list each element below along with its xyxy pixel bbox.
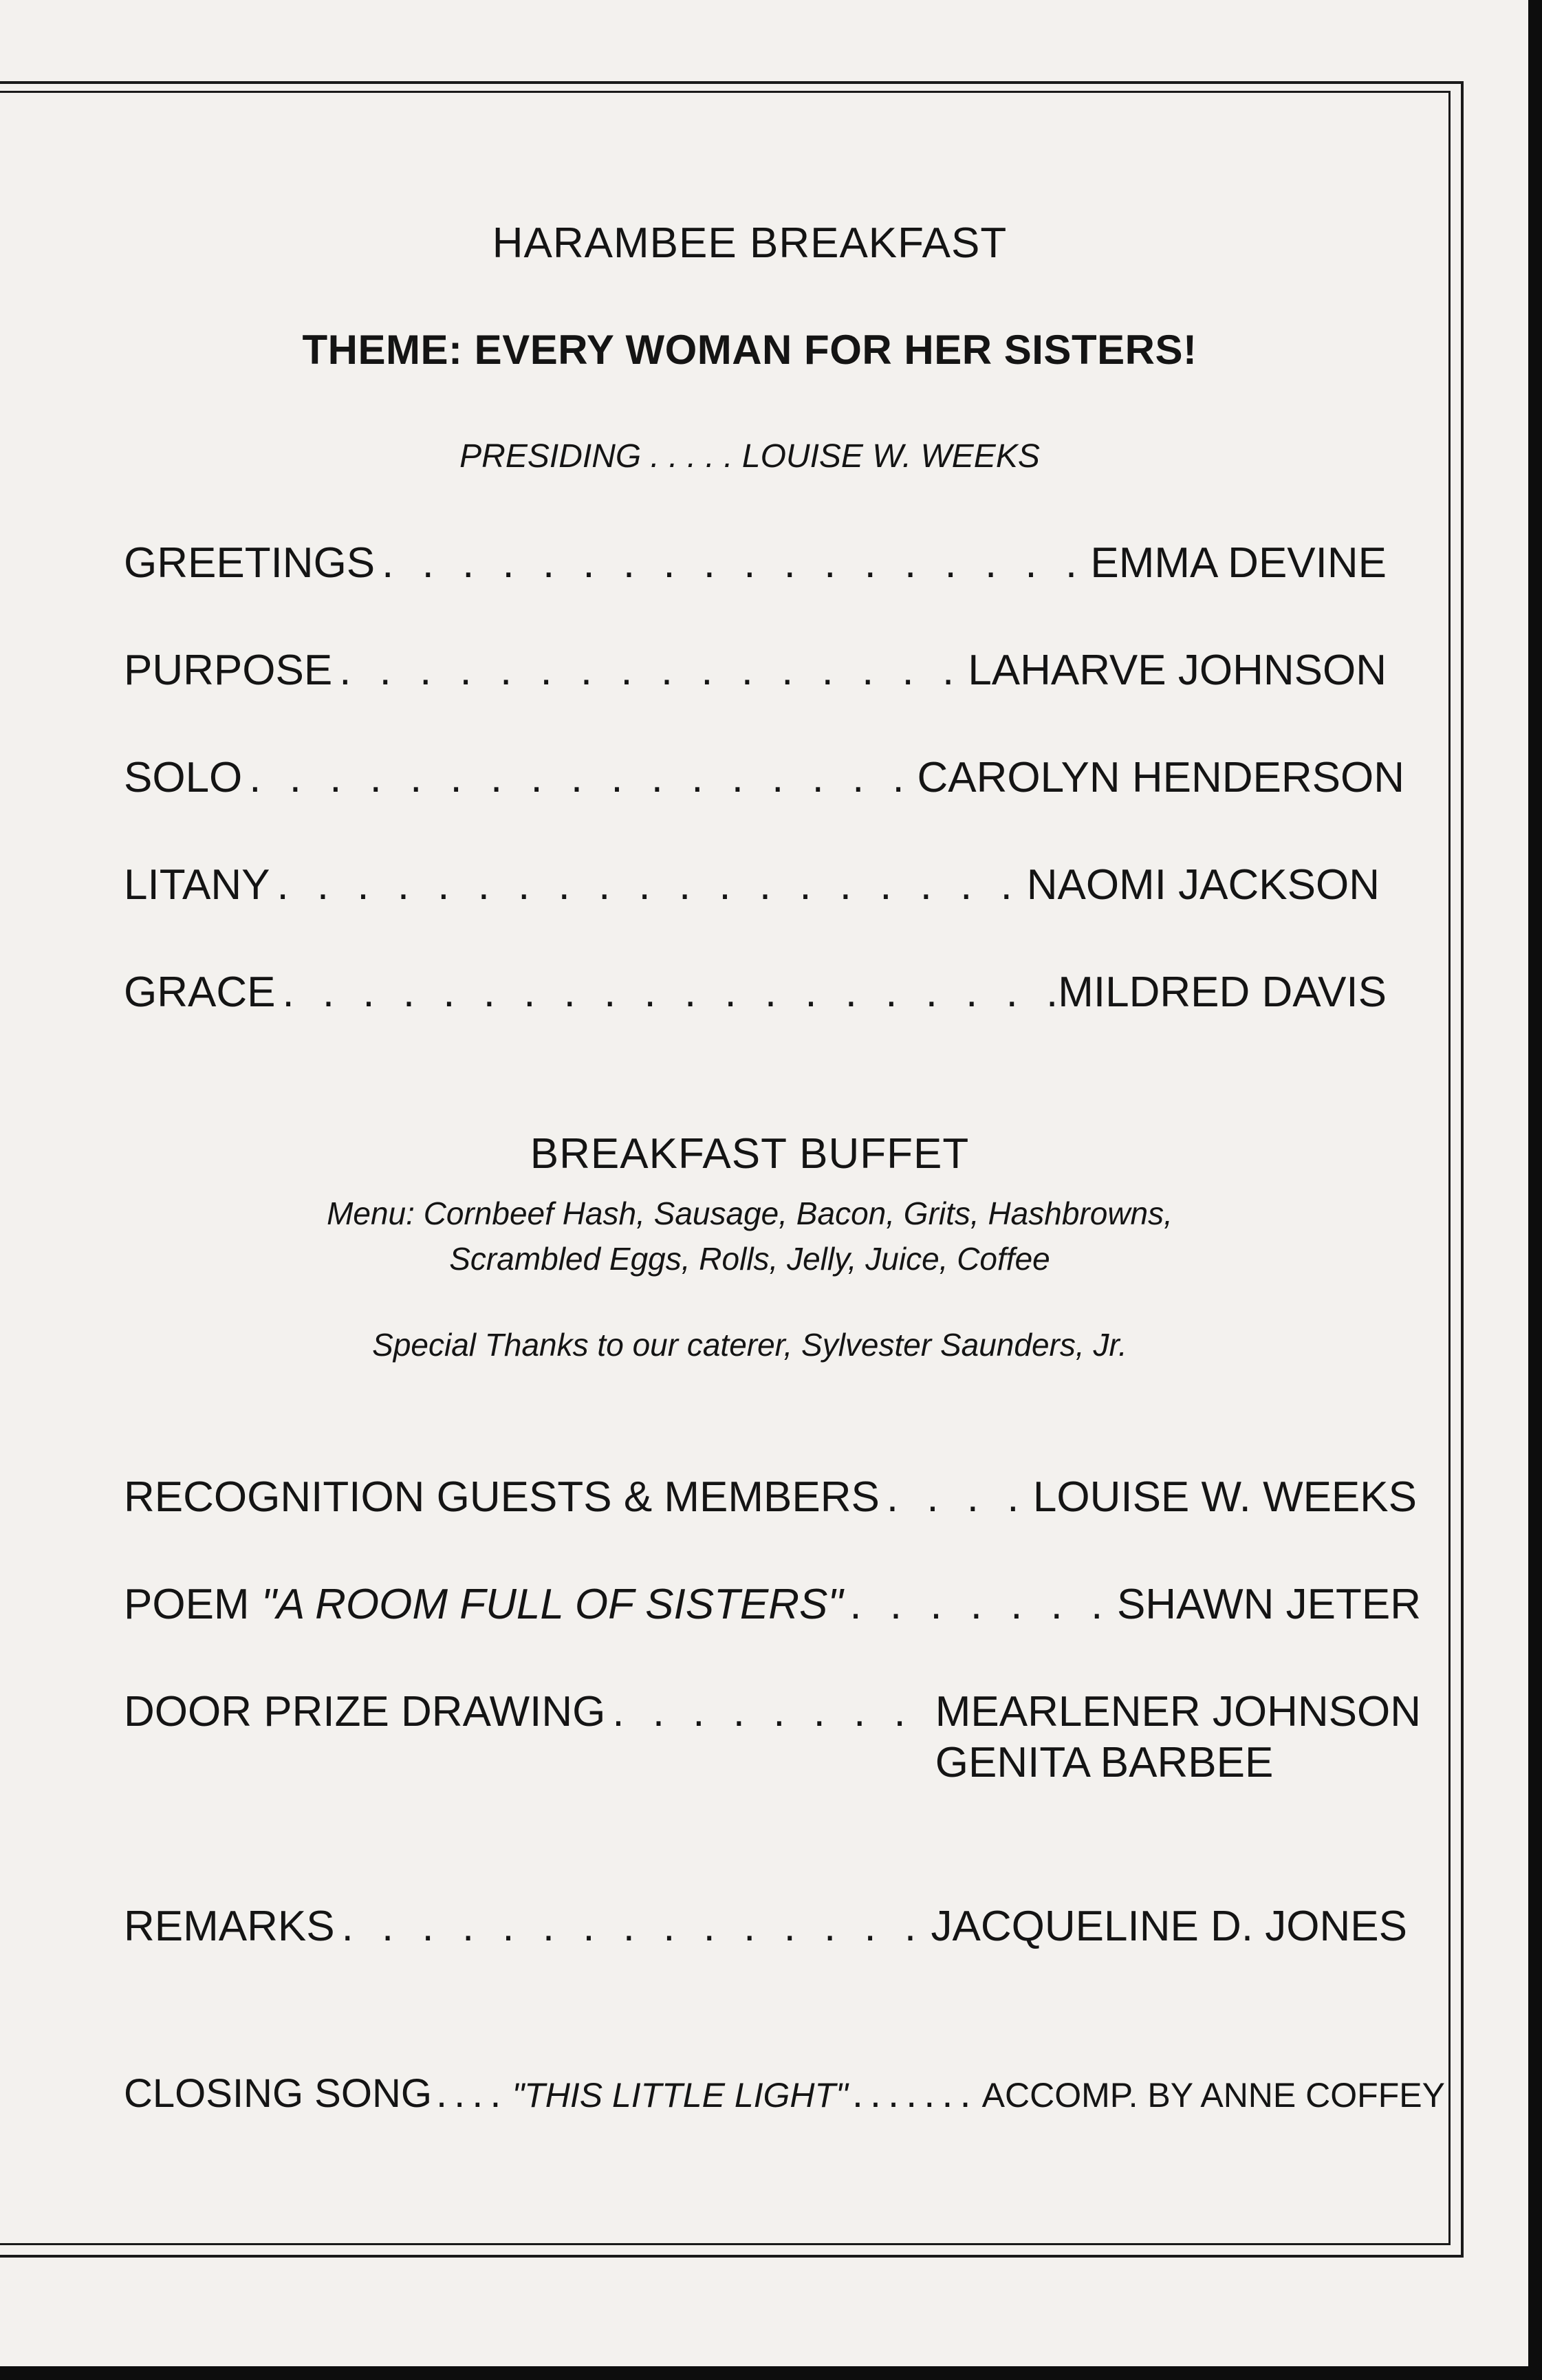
- item-name: LOUISE W. WEEKS: [1032, 1473, 1417, 1521]
- program-item-greetings: [124, 539, 1387, 587]
- item-name: EMMA DEVINE: [1090, 539, 1387, 587]
- program-item-litany: [124, 861, 1380, 909]
- program-item-grace: [124, 971, 1387, 1014]
- item-name: CAROLYN HENDERSON: [917, 754, 1404, 801]
- item-label: GRACE: [124, 969, 276, 1016]
- item-name: MILDRED DAVIS: [1058, 969, 1387, 1016]
- program-item-remarks: [124, 1905, 1407, 1948]
- item-name: LAHARVE JOHNSON: [968, 647, 1387, 694]
- item-label: LITANY: [124, 861, 270, 909]
- program-item-closing: [124, 2070, 1445, 2117]
- item-name: NAOMI JACKSON: [1026, 861, 1380, 909]
- leader-dots: ....: [435, 2071, 508, 2116]
- leader-dots: [880, 1476, 1033, 1519]
- leader-dots: [275, 971, 1058, 1014]
- item-name-1: MEARLENER JOHNSON: [935, 1688, 1421, 1735]
- item-label: GREETINGS: [124, 539, 376, 587]
- program-title: HARAMBEE BREAKFAST: [492, 219, 1008, 267]
- menu-line-1: Menu: Cornbeef Hash, Sausage, Bacon, Grits, Hashbrowns,: [327, 1196, 1173, 1231]
- program-item-door-prize: [124, 1688, 1421, 1786]
- program-item-purpose: [124, 649, 1387, 692]
- item-name-2: GENITA BARBEE: [935, 1739, 1274, 1786]
- item-label: REMARKS: [124, 1903, 335, 1950]
- item-name: JACQUELINE D. JONES: [931, 1903, 1407, 1950]
- leader-dots: [332, 649, 968, 692]
- closing-label: CLOSING SONG: [124, 2071, 432, 2116]
- leader-dots: [270, 864, 1026, 907]
- program-theme: THEME: EVERY WOMAN FOR HER SISTERS!: [302, 327, 1197, 373]
- item-label: DOOR PRIZE DRAWING: [124, 1688, 606, 1735]
- caterer-thanks: Special Thanks to our caterer, Sylvester Saunders, Jr.: [372, 1327, 1127, 1363]
- item-label: SOLO: [124, 754, 243, 801]
- item-label: PURPOSE: [124, 647, 333, 694]
- menu-line-2: Scrambled Eggs, Rolls, Jelly, Juice, Coffee: [449, 1241, 1050, 1277]
- program-item-poem: [124, 1583, 1421, 1626]
- poem-label: POEM: [124, 1581, 261, 1628]
- closing-song-title: "THIS LITTLE LIGHT": [512, 2076, 848, 2114]
- presiding-line: PRESIDING . . . . . LOUISE W. WEEKS: [459, 438, 1040, 475]
- program-item-solo: [124, 754, 1404, 801]
- leader-dots: [843, 1583, 1117, 1626]
- item-names: [935, 1688, 1421, 1786]
- leader-dots: [375, 542, 1090, 585]
- program-item-recognition: [124, 1473, 1417, 1521]
- leader-dots: [605, 1691, 935, 1733]
- item-name: SHAWN JETER: [1116, 1581, 1421, 1628]
- leader-dots: [242, 757, 917, 799]
- leader-dots: .......: [851, 2071, 978, 2116]
- item-label: RECOGNITION GUESTS & MEMBERS: [124, 1473, 880, 1521]
- leader-dots: [335, 1905, 931, 1948]
- buffet-title: BREAKFAST BUFFET: [530, 1130, 970, 1178]
- item-label: [124, 1583, 843, 1626]
- closing-accompanist: ACCOMP. BY ANNE COFFEY: [981, 2076, 1445, 2114]
- poem-title: "A ROOM FULL OF SISTERS": [261, 1581, 843, 1628]
